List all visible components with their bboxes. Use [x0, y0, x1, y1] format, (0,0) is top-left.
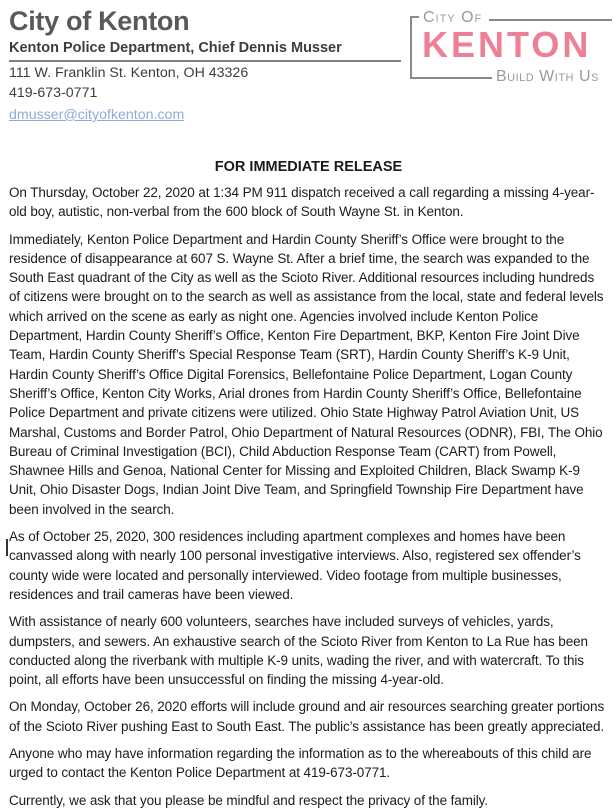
- logo-bracket-line: [410, 16, 412, 79]
- logo-bracket-stub: [410, 16, 419, 18]
- logo-top-rule: [489, 19, 612, 21]
- logo-bottom-rule: [410, 77, 492, 79]
- logo-city-of-text: City Of: [423, 9, 483, 26]
- paragraph-6: Anyone who may have information regarding the information as to the whereabouts of this child are urged to contact the Kenton Police Department at 419-673-0771.: [9, 746, 592, 781]
- city-of-kenton-logo: [410, 6, 612, 90]
- logo-kenton-wordmark: KENTON: [422, 24, 592, 65]
- logo-tagline: Build With Us: [496, 68, 599, 85]
- document-header: [0, 0, 616, 145]
- paragraph-5: On Monday, October 26, 2020 efforts will include ground and air resources searching greater portions of the Scioto River pushing East to South East. The public’s assistance has been greatly appreciated.: [9, 699, 605, 734]
- address-line: 111 W. Franklin St. Kenton, OH 43326: [9, 65, 249, 81]
- paragraph-2: Immediately, Kenton Police Department and Hardin County Sheriff’s Office were brought to the residence of disappearance at 607 S. Wayne St. After a brief time, the search was expanded to the South East quadrant of the City as well as the Scioto River. Additional resources including hundreds of citizens were brought on to the search as well as assistance from the local, state and federal levels which arrived on the scene as early as night one. Agencies involved include Kenton Police Department, Hardin County Sheriff’s Office, Kenton Fire Department, BKP, Kenton Fire Joint Dive Team, Hardin County Sheriff’s Special Response Team (SRT), Hardin County Sheriff’s K-9 Unit, Hardin County Sheriff’s Office Digital Forensics, Bellefontaine Police Department, Logan County Sheriff’s Office, Kenton City Works, Arial drones from Hardin County Sheriff’s Office, Bellefontaine Police Department and private citizens were utilized. Ohio State Highway Patrol Aviation Unit, US Marshal, Customs and Border Patrol, Ohio Department of Natural Resources (ODNR), FBI, The Ohio Bureau of Criminal Investigation (BCI), Child Abduction Response Team (CART) from Powell, Shawnee Hills and Genoa, National Center for Missing and Exploited Children, Black Swamp K-9 Unit, Ohio Disaster Dogs, Indian Joint Dive Team, and Springfield Township Fire Department have been involved in the search.: [9, 231, 604, 517]
- page-title: City of Kenton: [9, 6, 190, 36]
- phone-line: 419-673-0771: [9, 84, 98, 101]
- paragraph-1: On Thursday, October 22, 2020 at 1:34 PM 911 dispatch received a call regarding a missing 4-year-old boy, autistic, non-verbal from the 600 block of South Wayne St. in Kenton.: [9, 185, 595, 220]
- email-link[interactable]: dmusser@cityofkenton.com: [9, 107, 185, 123]
- paragraph-4: With assistance of nearly 600 volunteers, searches have included surveys of vehicles, yards, dumpsters, and sewers. An exhaustive search of the Scioto River from Kenton to La Rue has been conducted along the riverbank with multiple K-9 units, wading the river, and with watercraft. To this point, all efforts have been unsuccessful on finding the missing 4-year-old.: [9, 614, 588, 688]
- paragraph-3: As of October 25, 2020, 300 residences including apartment complexes and homes have been canvassed along with nearly 100 personal investigative interviews. Also, registered sex offender’s county wide were located and personally interviewed. Video footage from multiple businesses, residences and trail cameras have been viewed.: [9, 529, 581, 602]
- paragraph-7: Currently, we ask that you please be mindful and respect the privacy of the family.: [9, 792, 488, 808]
- release-heading: FOR IMMEDIATE RELEASE: [214, 159, 403, 175]
- text-cursor[interactable]: [6, 539, 8, 556]
- department-subtitle: Kenton Police Department, Chief Dennis Musser: [9, 40, 401, 62]
- header-contact-block: [9, 6, 401, 124]
- release-body: [0, 158, 616, 810]
